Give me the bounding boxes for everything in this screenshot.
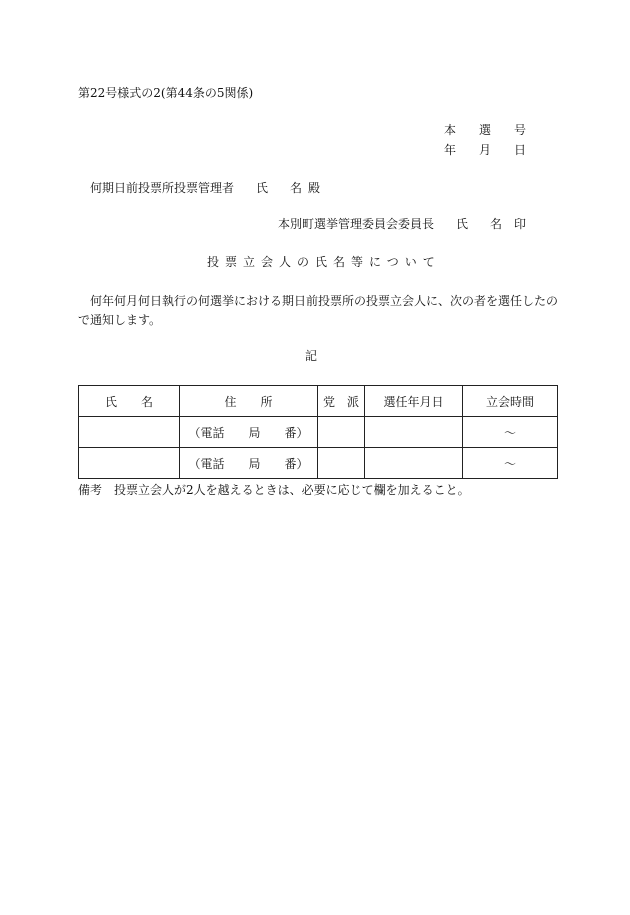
addressee-honorific: 殿: [308, 181, 321, 195]
sender-title: 本別町選挙管理委員会委員長: [278, 217, 435, 231]
sender-name-part: 氏: [456, 217, 469, 231]
reference-number-part: 号: [513, 123, 526, 137]
table-cell: [365, 417, 463, 448]
ki-heading: 記: [305, 349, 318, 363]
table-cell: [318, 417, 365, 448]
table-header: 立会時間: [463, 386, 558, 417]
table-cell: ～: [463, 448, 558, 479]
addressee-line: [90, 182, 320, 194]
addressee-name-part: 名: [290, 181, 303, 195]
table-header: 党 派: [318, 386, 365, 417]
table-header: 氏 名: [79, 386, 180, 417]
table-cell: （電話 局 番）: [180, 448, 318, 479]
reference-block: [444, 124, 526, 164]
reference-number-row: [444, 124, 526, 136]
table-cell: ～: [463, 417, 558, 448]
table-cell: [79, 448, 180, 479]
sender-line: [278, 218, 526, 230]
addressee-title: 何期日前投票所投票管理者: [90, 181, 235, 195]
table-header-row: [79, 386, 558, 417]
reference-number-part: 本: [444, 123, 457, 137]
reference-date-row: [444, 144, 526, 156]
note: 備考 投票立会人が2人を越えるときは、必要に応じて欄を加えること。: [78, 483, 470, 497]
reference-date-part: 年: [444, 143, 457, 157]
reference-date-part: 日: [513, 143, 526, 157]
table-cell: [79, 417, 180, 448]
document-title: 投票立会人の氏名等について: [207, 255, 441, 269]
table-cell: [318, 448, 365, 479]
table-header: 住 所: [180, 386, 318, 417]
table-cell: [365, 448, 463, 479]
table-cell: （電話 局 番）: [180, 417, 318, 448]
form-number: 第22号様式の2(第44条の5関係): [78, 86, 254, 100]
table-row: [79, 448, 558, 479]
sender-name-part: 名: [490, 217, 503, 231]
body-text: 何年何月何日執行の何選挙における期日前投票所の投票立会人に、次の者を選任したので通知します。: [78, 294, 559, 327]
sender-seal: 印: [514, 217, 527, 231]
table-row: [79, 417, 558, 448]
addressee-name-part: 氏: [256, 181, 269, 195]
witness-table: [78, 385, 558, 479]
reference-number-part: 選: [478, 123, 491, 137]
table-header: 選任年月日: [365, 386, 463, 417]
reference-date-part: 月: [478, 143, 491, 157]
